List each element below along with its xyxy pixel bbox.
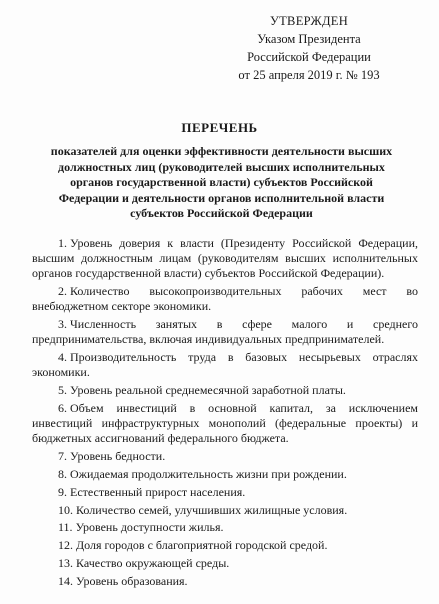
list-item-number: 10.: [58, 502, 73, 517]
list-item-text: Количество высокопроизводительных рабочих мест во внебюджетном секторе экономики.: [32, 284, 418, 314]
list-item: [32, 284, 418, 314]
list-item-number: 11.: [58, 520, 73, 535]
list-item-number: 9.: [58, 484, 67, 499]
list-item: [32, 485, 418, 500]
list-item-text: Уровень реальной среднемесячной заработной платы.: [70, 383, 346, 398]
list-item-text: Доля городов с благоприятной городской средой.: [76, 538, 328, 553]
list-item-number: 1.: [58, 236, 67, 250]
list-item-text: Ожидаемая продолжительность жизни при рождении.: [70, 467, 347, 481]
list-item-number: 4.: [58, 350, 67, 365]
list-item-text: Количество семей, улучшивших жилищные условия.: [76, 502, 348, 517]
list-item-number: 2.: [58, 284, 67, 299]
list-item-text: Уровень образования.: [76, 573, 188, 588]
approval-stamp-title: УТВЕРЖДЕН: [269, 14, 349, 28]
list-item-number: 8.: [58, 467, 67, 481]
list-item: [32, 556, 418, 571]
list-item-text: Уровень бедности.: [70, 449, 166, 464]
list-item-number: 7.: [58, 449, 67, 464]
list-item: [32, 574, 418, 589]
document-subtitle: показателей для оценки эффективности деятельности высших должностных лиц (руководителей высших исполнительных органов государственной власти) субъектов Российской Федерации и деятельности органов исполнительной власти субъектов Российской Федерации: [50, 144, 393, 220]
document-title: ПЕРЕЧЕНЬ: [181, 120, 258, 135]
list-item: [32, 317, 418, 347]
list-item-number: 3.: [58, 317, 67, 332]
list-item-text: Уровень доступности жилья.: [75, 520, 224, 535]
list-item-number: 13.: [58, 555, 73, 570]
list-item-text: Естественный прирост населения.: [70, 484, 246, 499]
list-item-number: 12.: [58, 538, 73, 553]
list-item: [32, 467, 418, 482]
list-item: [32, 383, 418, 398]
list-item: [32, 350, 418, 380]
list-item-text: Уровень доверия к власти (Президенту Российской Федерации, высшим должностным лицам (руководителям высших исполнительных органов государственной власти) субъектов Российской Федерации).: [32, 236, 418, 281]
list-item-number: 14.: [58, 573, 73, 588]
approval-decree-line: Указом Президента: [257, 32, 361, 46]
list-item: [32, 520, 418, 535]
list-item: [32, 236, 418, 282]
list-item: [32, 538, 418, 553]
approval-block: [209, 12, 409, 84]
list-item-text: Численность занятых в сфере малого и среднего предпринимательства, включая индивидуальных предпринимателей.: [32, 317, 418, 347]
list-item-number: 5.: [58, 383, 67, 398]
list-item-number: 6.: [58, 401, 67, 415]
list-item-text: Объем инвестиций в основной капитал, за исключением инвестиций инфраструктурных монополий (федеральные проекты) и бюджетных ассигнований федерального бюджета.: [32, 401, 418, 446]
list-item: [32, 401, 418, 447]
approval-country-line: Российской Федерации: [247, 50, 371, 64]
list-item-text: Качество окружающей среды.: [76, 555, 230, 570]
list-item: [32, 503, 418, 518]
list-item: [32, 449, 418, 464]
approval-date-line: от 25 апреля 2019 г. № 193: [238, 68, 380, 82]
list-item-text: Производительность труда в базовых несырьевых отраслях экономики.: [32, 350, 418, 380]
indicator-list: [32, 236, 418, 592]
